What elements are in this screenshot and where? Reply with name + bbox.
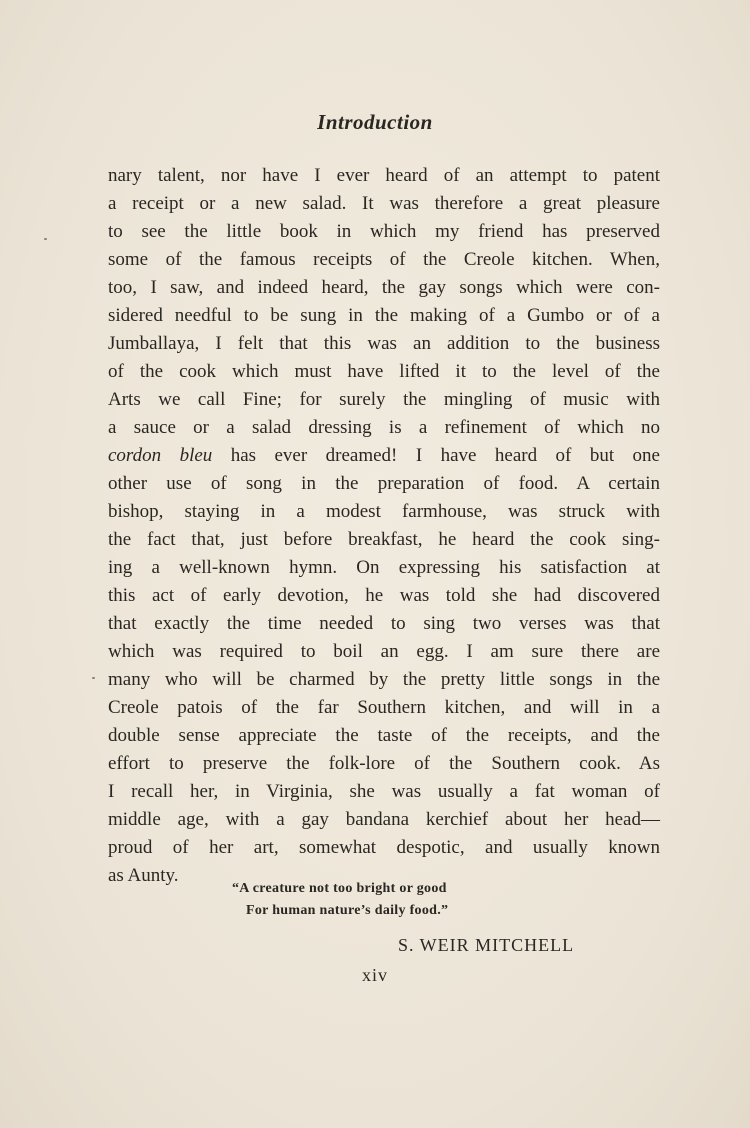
- text-line-final: as Aunty.: [108, 865, 179, 886]
- author-signature: S. WEIR MITCHELL: [398, 935, 575, 955]
- body-paragraph: [108, 162, 660, 890]
- text-line: that exactly the time needed to sing two verses was that: [108, 613, 660, 634]
- text-line: which was required to boil an egg. I am sure there are: [108, 641, 660, 662]
- text-line: this act of early devotion, he was told she had discovered: [108, 585, 660, 606]
- text-line: to see the little book in which my friend has preserved: [108, 221, 660, 242]
- text-line: nary talent, nor have I ever heard of an attempt to patent: [108, 165, 660, 186]
- text-line: of the cook which must have lifted it to the level of the: [108, 361, 660, 382]
- text-line: double sense appreciate the taste of the receipts, and the: [108, 725, 660, 746]
- running-header: Introduction: [317, 110, 433, 134]
- text-line-rest: has ever dreamed! I have heard of but one: [212, 445, 660, 466]
- text-line: bishop, staying in a modest farmhouse, was struck with: [108, 501, 660, 522]
- epigraph-quote: [232, 878, 448, 922]
- quote-line: For human nature’s daily food.”: [246, 903, 449, 918]
- text-line: too, I saw, and indeed heard, the gay songs which were con-: [108, 277, 660, 298]
- italic-phrase: cordon bleu: [108, 445, 213, 466]
- text-line: proud of her art, somewhat despotic, and usually known: [108, 837, 660, 858]
- text-line: effort to preserve the folk-lore of the Southern cook. As: [108, 753, 660, 774]
- paper-speck: [92, 677, 95, 679]
- text-line: [108, 442, 660, 470]
- text-line: many who will be charmed by the pretty little songs in the: [108, 669, 660, 690]
- text-line: the fact that, just before breakfast, he heard the cook sing-: [108, 529, 660, 550]
- text-line: sidered needful to be sung in the making of a Gumbo or of a: [108, 305, 660, 326]
- text-line: a sauce or a salad dressing is a refinement of which no: [108, 417, 660, 438]
- text-line: ing a well-known hymn. On expressing his satisfaction at: [108, 557, 660, 578]
- text-line: other use of song in the preparation of food. A certain: [108, 473, 660, 494]
- paper-speck: [44, 238, 47, 240]
- text-line: I recall her, in Virginia, she was usually a fat woman of: [108, 781, 660, 802]
- text-line: Jumballaya, I felt that this was an addition to the business: [108, 333, 660, 354]
- page-number: xiv: [361, 965, 388, 985]
- text-line: some of the famous receipts of the Creole kitchen. When,: [108, 249, 660, 270]
- text-line: Arts we call Fine; for surely the mingling of music with: [108, 389, 660, 410]
- text-line: a receipt or a new salad. It was therefore a great pleasure: [108, 193, 660, 214]
- quote-line: “A creature not too bright or good: [232, 881, 447, 896]
- text-line: Creole patois of the far Southern kitchen, and will in a: [108, 697, 660, 718]
- text-line: middle age, with a gay bandana kerchief about her head—: [108, 809, 660, 830]
